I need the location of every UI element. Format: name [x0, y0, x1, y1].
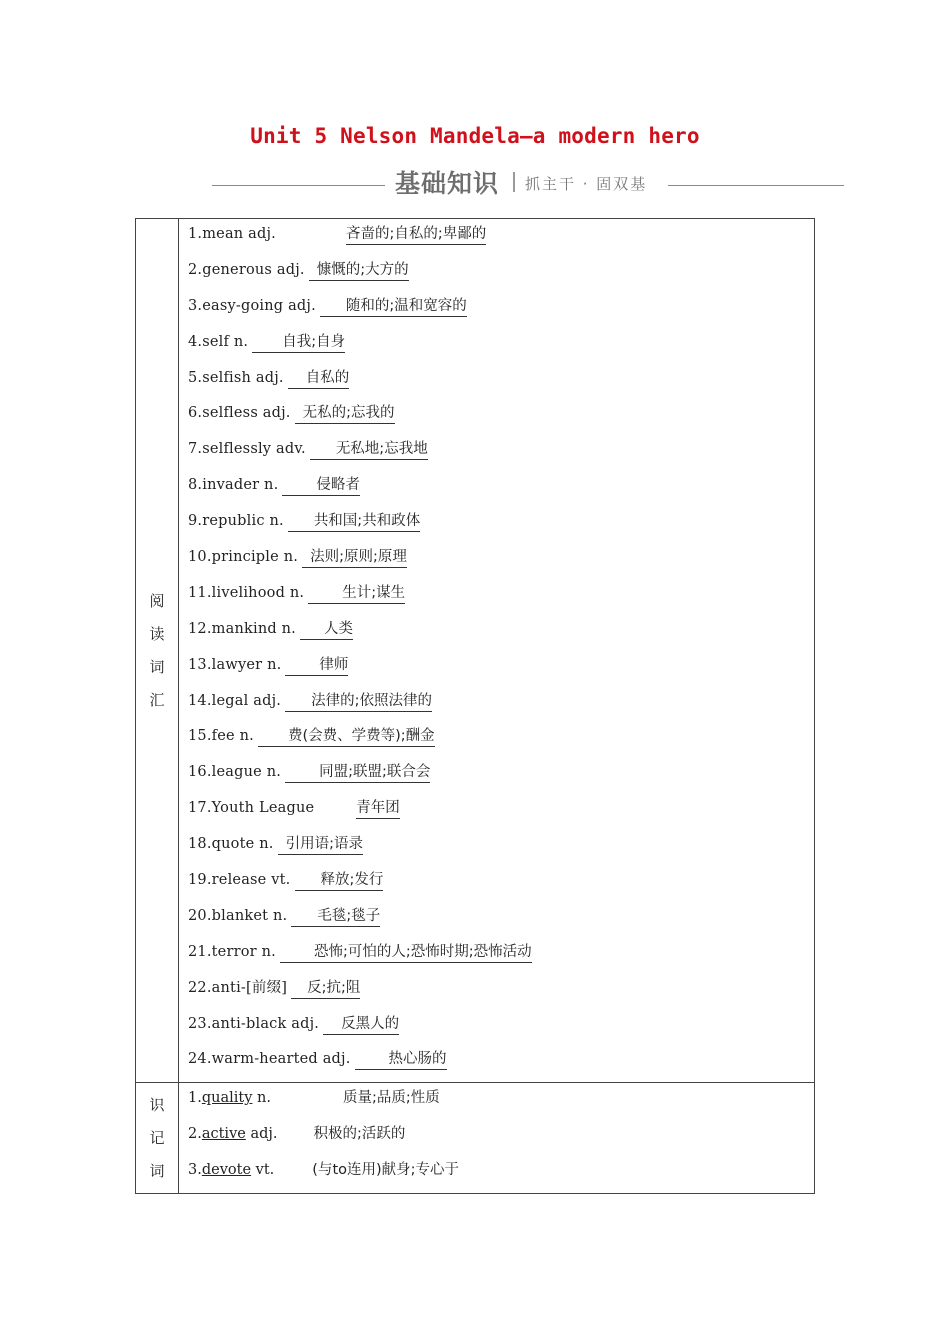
part-of-speech: adj.	[245, 1126, 278, 1143]
page-title: Unit 5 Nelson Mandela—a modern hero	[250, 124, 700, 148]
banner-main-text: 基础知识	[395, 169, 500, 198]
banner-rule-right	[668, 185, 844, 186]
answer-blank	[252, 332, 345, 353]
reading-vocab-section	[136, 219, 814, 1082]
answer-text: 侵略者	[316, 477, 360, 494]
answer-text: 毛毯;毯子	[317, 907, 381, 924]
vocab-row	[188, 795, 814, 831]
meaning-text: 积极的;活跃的	[313, 1126, 406, 1143]
answer-text: 无私的;忘我的	[302, 405, 395, 422]
answer-blank	[308, 583, 405, 604]
label-char: 阅	[149, 591, 165, 610]
answer-text: 法律的;依照法律的	[311, 692, 432, 709]
answer-blank	[291, 978, 360, 999]
vocab-row	[188, 329, 814, 365]
answer-blank	[285, 655, 348, 676]
label-char: 读	[149, 624, 165, 643]
vocab-word: 9.republic n.	[188, 513, 284, 530]
vocab-row	[188, 903, 814, 939]
answer-text: 释放;发行	[320, 872, 384, 889]
vocab-row	[188, 723, 814, 759]
answer-text: 自我;自身	[282, 333, 346, 350]
vocab-row	[188, 759, 814, 795]
vocab-word: 23.anti-black adj.	[188, 1015, 320, 1032]
answer-blank	[320, 296, 467, 317]
answer-text: 共和国;共和政体	[313, 513, 421, 530]
item-number: 2.	[188, 1126, 202, 1143]
vocab-word: 17.Youth League	[188, 800, 315, 817]
answer-text: 律师	[319, 656, 349, 673]
vocab-row	[188, 580, 814, 616]
vocab-word: 10.principle n.	[188, 549, 299, 566]
vocab-row	[188, 293, 814, 329]
answer-blank	[302, 547, 407, 568]
part-of-speech: n.	[252, 1090, 271, 1107]
underlined-word: quality	[201, 1090, 253, 1107]
label-char: 记	[149, 1128, 165, 1147]
answer-blank	[282, 475, 360, 496]
section-banner	[212, 164, 844, 198]
answer-blank	[346, 224, 486, 245]
vocab-word: 24.warm-hearted adj.	[188, 1051, 351, 1068]
answer-blank	[258, 726, 435, 747]
recognition-vocab-label	[136, 1083, 179, 1193]
vocab-row	[188, 400, 814, 436]
vocab-word: 7.selflessly adv.	[188, 441, 306, 458]
banner-sub-text: 抓主干 · 固双基	[525, 175, 648, 193]
answer-blank	[285, 762, 430, 783]
vocab-row	[188, 508, 814, 544]
vocab-word: 8.invader n.	[188, 477, 279, 494]
answer-text: 恐怖;可怕的人;恐怖时期;恐怖活动	[313, 943, 532, 960]
reading-vocab-label	[136, 219, 179, 1082]
answer-blank	[323, 1014, 399, 1035]
vocab-row	[188, 436, 814, 472]
vocab-row	[188, 831, 814, 867]
vocab-word: 2.generous adj.	[188, 261, 305, 278]
vocab-row	[188, 616, 814, 652]
vocab-row	[188, 1046, 814, 1082]
underlined-word: active	[201, 1126, 246, 1143]
answer-text: 青年团	[356, 800, 400, 817]
answer-blank	[356, 798, 400, 819]
vocab-word: 21.terror n.	[188, 943, 276, 960]
answer-blank	[278, 834, 363, 855]
answer-text: 费(会费、学费等);酬金	[287, 728, 435, 745]
answer-text: 自私的	[305, 369, 350, 386]
vocab-table	[135, 218, 815, 1194]
underlined-word: devote	[201, 1162, 252, 1179]
vocab-row	[188, 257, 814, 293]
vocab-word: 11.livelihood n.	[188, 584, 305, 601]
reading-vocab-list	[179, 219, 814, 1082]
banner-divider	[513, 172, 515, 192]
answer-text: 反;抗;阻	[307, 979, 361, 996]
answer-text: 随和的;温和宽容的	[345, 297, 467, 314]
vocab-row	[188, 975, 814, 1011]
answer-blank	[300, 619, 353, 640]
recognition-row	[188, 1085, 814, 1121]
vocab-row	[188, 365, 814, 401]
banner-rule-left	[212, 185, 385, 186]
label-char: 词	[149, 1161, 165, 1180]
answer-blank	[288, 368, 350, 389]
recognition-row	[188, 1157, 814, 1193]
answer-blank	[285, 691, 432, 712]
answer-blank	[295, 870, 384, 891]
recognition-vocab-list	[179, 1083, 814, 1193]
vocab-word: 16.league n.	[188, 764, 282, 781]
answer-blank	[291, 906, 380, 927]
answer-text: 法则;原则;原理	[310, 549, 407, 566]
vocab-word: 20.blanket n.	[188, 907, 288, 924]
vocab-word: 4.self n.	[188, 333, 249, 350]
vocab-row	[188, 221, 814, 257]
vocab-word: 5.selfish adj.	[188, 369, 284, 386]
meaning-text: (与to连用)献身;专心于	[312, 1162, 460, 1179]
vocab-word: 14.legal adj.	[188, 692, 282, 709]
answer-text: 人类	[324, 620, 353, 637]
recognition-row	[188, 1121, 814, 1157]
answer-text: 无私地;忘我地	[335, 441, 428, 458]
vocab-word: 18.quote n.	[188, 836, 274, 853]
label-char: 词	[149, 657, 165, 676]
answer-text: 反黑人的	[341, 1015, 400, 1032]
part-of-speech: vt.	[251, 1162, 275, 1179]
vocab-word: 19.release vt.	[188, 872, 291, 889]
vocab-word: 6.selfless adj.	[188, 405, 291, 422]
answer-blank	[288, 511, 420, 532]
vocab-row	[188, 544, 814, 580]
answer-text: 同盟;联盟;联合会	[319, 764, 431, 781]
answer-text: 吝啬的;自私的;卑鄙的	[346, 226, 487, 242]
answer-blank	[280, 942, 532, 963]
vocab-word: 13.lawyer n.	[188, 656, 282, 673]
vocab-word: 15.fee n.	[188, 728, 254, 745]
answer-blank	[310, 439, 428, 460]
answer-blank	[295, 403, 395, 424]
recognition-vocab-section	[136, 1082, 814, 1193]
meaning-text: 质量;品质;性质	[342, 1090, 440, 1107]
vocab-row	[188, 688, 814, 724]
vocab-row	[188, 939, 814, 975]
answer-text: 生计;谋生	[342, 584, 406, 601]
answer-text: 慷慨的;大方的	[316, 261, 409, 278]
vocab-row	[188, 472, 814, 508]
item-number: 1.	[188, 1090, 202, 1107]
label-char: 识	[149, 1095, 165, 1114]
answer-text: 引用语;语录	[285, 836, 363, 853]
vocab-row	[188, 1011, 814, 1047]
vocab-word: 3.easy-going adj.	[188, 297, 316, 314]
answer-text: 热心肠的	[388, 1051, 447, 1068]
item-number: 3.	[188, 1162, 202, 1179]
vocab-row	[188, 867, 814, 903]
vocab-word: 1.mean adj.	[188, 226, 276, 242]
vocab-word: 22.anti-[前缀]	[188, 979, 288, 996]
answer-blank	[355, 1049, 447, 1070]
vocab-word: 12.mankind n.	[188, 620, 296, 637]
label-char: 汇	[149, 690, 165, 709]
answer-blank	[309, 260, 409, 281]
vocab-row	[188, 652, 814, 688]
